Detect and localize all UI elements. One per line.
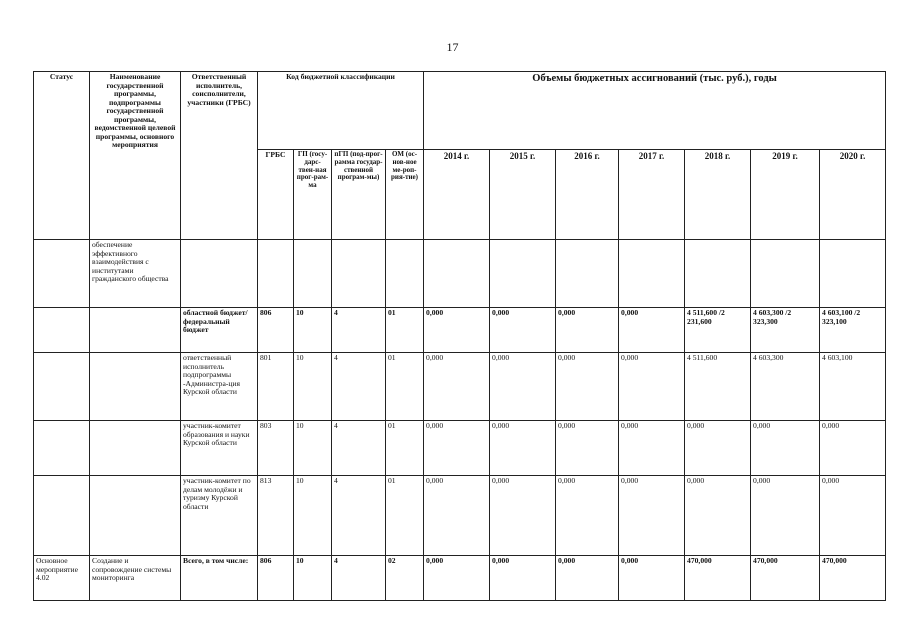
cell-name [90,353,181,421]
cell-status [34,308,90,353]
budget-table [33,71,886,601]
cell-gp: 10 [294,556,332,601]
cell-value: 4 511,600 /2 231,600 [685,308,751,353]
header-status: Статус [34,72,90,240]
cell-value: 0,000 [751,421,820,476]
header-year: 2020 г. [820,150,886,240]
cell-responsible: ответственный исполнитель подпрограммы -Администра-ция Курской области [181,353,258,421]
cell-pgp: 4 [332,556,386,601]
cell-value [556,240,619,308]
table-row [34,476,886,556]
header-gp: ГП (госу-дарс-твен-ная прог-рам-ма [294,150,332,240]
cell-gp: 10 [294,308,332,353]
cell-value: 4 603,300 [751,353,820,421]
cell-status [34,421,90,476]
cell-status [34,353,90,421]
table-row [34,421,886,476]
cell-value: 0,000 [556,476,619,556]
cell-value: 0,000 [619,308,685,353]
header-year: 2014 г. [424,150,490,240]
cell-om: 01 [386,308,424,353]
cell-om: 01 [386,476,424,556]
header-om: ОМ (ос-нов-ное ме-роп-рия-тие) [386,150,424,240]
cell-responsible: участник-комитет образования и науки Курской области [181,421,258,476]
cell-value: 0,000 [556,353,619,421]
table-row [34,556,886,601]
header-year: 2018 г. [685,150,751,240]
cell-value: 0,000 [619,556,685,601]
cell-gp: 10 [294,476,332,556]
cell-gp: 10 [294,353,332,421]
cell-responsible: Всего, в том числе: [181,556,258,601]
cell-pgp: 4 [332,353,386,421]
table-row [34,240,886,308]
cell-status [34,476,90,556]
cell-grbs: 806 [258,556,294,601]
cell-value: 0,000 [424,476,490,556]
table-row [34,353,886,421]
cell-value: 0,000 [490,353,556,421]
cell-value: 4 603,100 [820,353,886,421]
cell-value: 470,000 [820,556,886,601]
cell-om [386,240,424,308]
cell-om: 01 [386,421,424,476]
cell-value [619,240,685,308]
header-pgp: пГП (под-прог-рамма государ-ственной програм-мы) [332,150,386,240]
cell-value: 0,000 [820,476,886,556]
cell-grbs [258,240,294,308]
page-number: 17 [446,40,459,54]
header-budget-code: Код бюджетной классификации [258,72,424,150]
cell-om: 01 [386,353,424,421]
cell-grbs: 801 [258,353,294,421]
cell-value: 0,000 [619,353,685,421]
cell-grbs: 803 [258,421,294,476]
cell-value: 470,000 [751,556,820,601]
header-row-1 [34,72,886,150]
cell-value: 0,000 [424,353,490,421]
cell-name [90,476,181,556]
cell-grbs: 813 [258,476,294,556]
cell-value: 0,000 [751,476,820,556]
cell-value: 0,000 [619,476,685,556]
cell-value [424,240,490,308]
cell-value: 0,000 [424,421,490,476]
header-year: 2017 г. [619,150,685,240]
cell-value: 0,000 [490,308,556,353]
header-year: 2019 г. [751,150,820,240]
cell-pgp: 4 [332,421,386,476]
cell-value: 0,000 [490,556,556,601]
cell-value: 0,000 [424,308,490,353]
cell-value [820,240,886,308]
cell-gp: 10 [294,421,332,476]
cell-pgp [332,240,386,308]
cell-value: 0,000 [685,421,751,476]
header-responsible: Ответственный исполнитель, соисполнители, участники (ГРБС) [181,72,258,240]
cell-value: 0,000 [556,308,619,353]
header-year: 2016 г. [556,150,619,240]
cell-pgp: 4 [332,308,386,353]
cell-value: 0,000 [820,421,886,476]
cell-pgp: 4 [332,476,386,556]
cell-responsible: участник-комитет по делам молодёжи и туризму Курской области [181,476,258,556]
cell-om: 02 [386,556,424,601]
cell-status: Основное мероприятие 4.02 [34,556,90,601]
header-volumes: Объемы бюджетных ассигнований (тыс. руб.), годы [424,72,886,150]
cell-value: 0,000 [490,421,556,476]
header-name: Наименование государственной программы, подпрограммы государственной программы, ведомственной целевой программы, основного мероприятия [90,72,181,240]
cell-value [685,240,751,308]
header-year: 2015 г. [490,150,556,240]
cell-name [90,421,181,476]
cell-status [34,240,90,308]
cell-value: 470,000 [685,556,751,601]
cell-gp [294,240,332,308]
table-row [34,308,886,353]
header-grbs: ГРБС [258,150,294,240]
cell-name: обеспечение эффективного взаимодействия с институтами гражданского общества [90,240,181,308]
cell-value: 4 511,600 [685,353,751,421]
cell-responsible: областной бюджет/ федеральный бюджет [181,308,258,353]
cell-value: 0,000 [556,556,619,601]
cell-value: 0,000 [685,476,751,556]
cell-value [751,240,820,308]
cell-name [90,308,181,353]
cell-value: 4 603,100 /2 323,100 [820,308,886,353]
cell-value [490,240,556,308]
cell-value: 0,000 [556,421,619,476]
cell-grbs: 806 [258,308,294,353]
cell-value: 0,000 [490,476,556,556]
cell-responsible [181,240,258,308]
cell-name: Создание и сопровождение системы мониторинга [90,556,181,601]
cell-value: 4 603,300 /2 323,300 [751,308,820,353]
cell-value: 0,000 [619,421,685,476]
cell-value: 0,000 [424,556,490,601]
